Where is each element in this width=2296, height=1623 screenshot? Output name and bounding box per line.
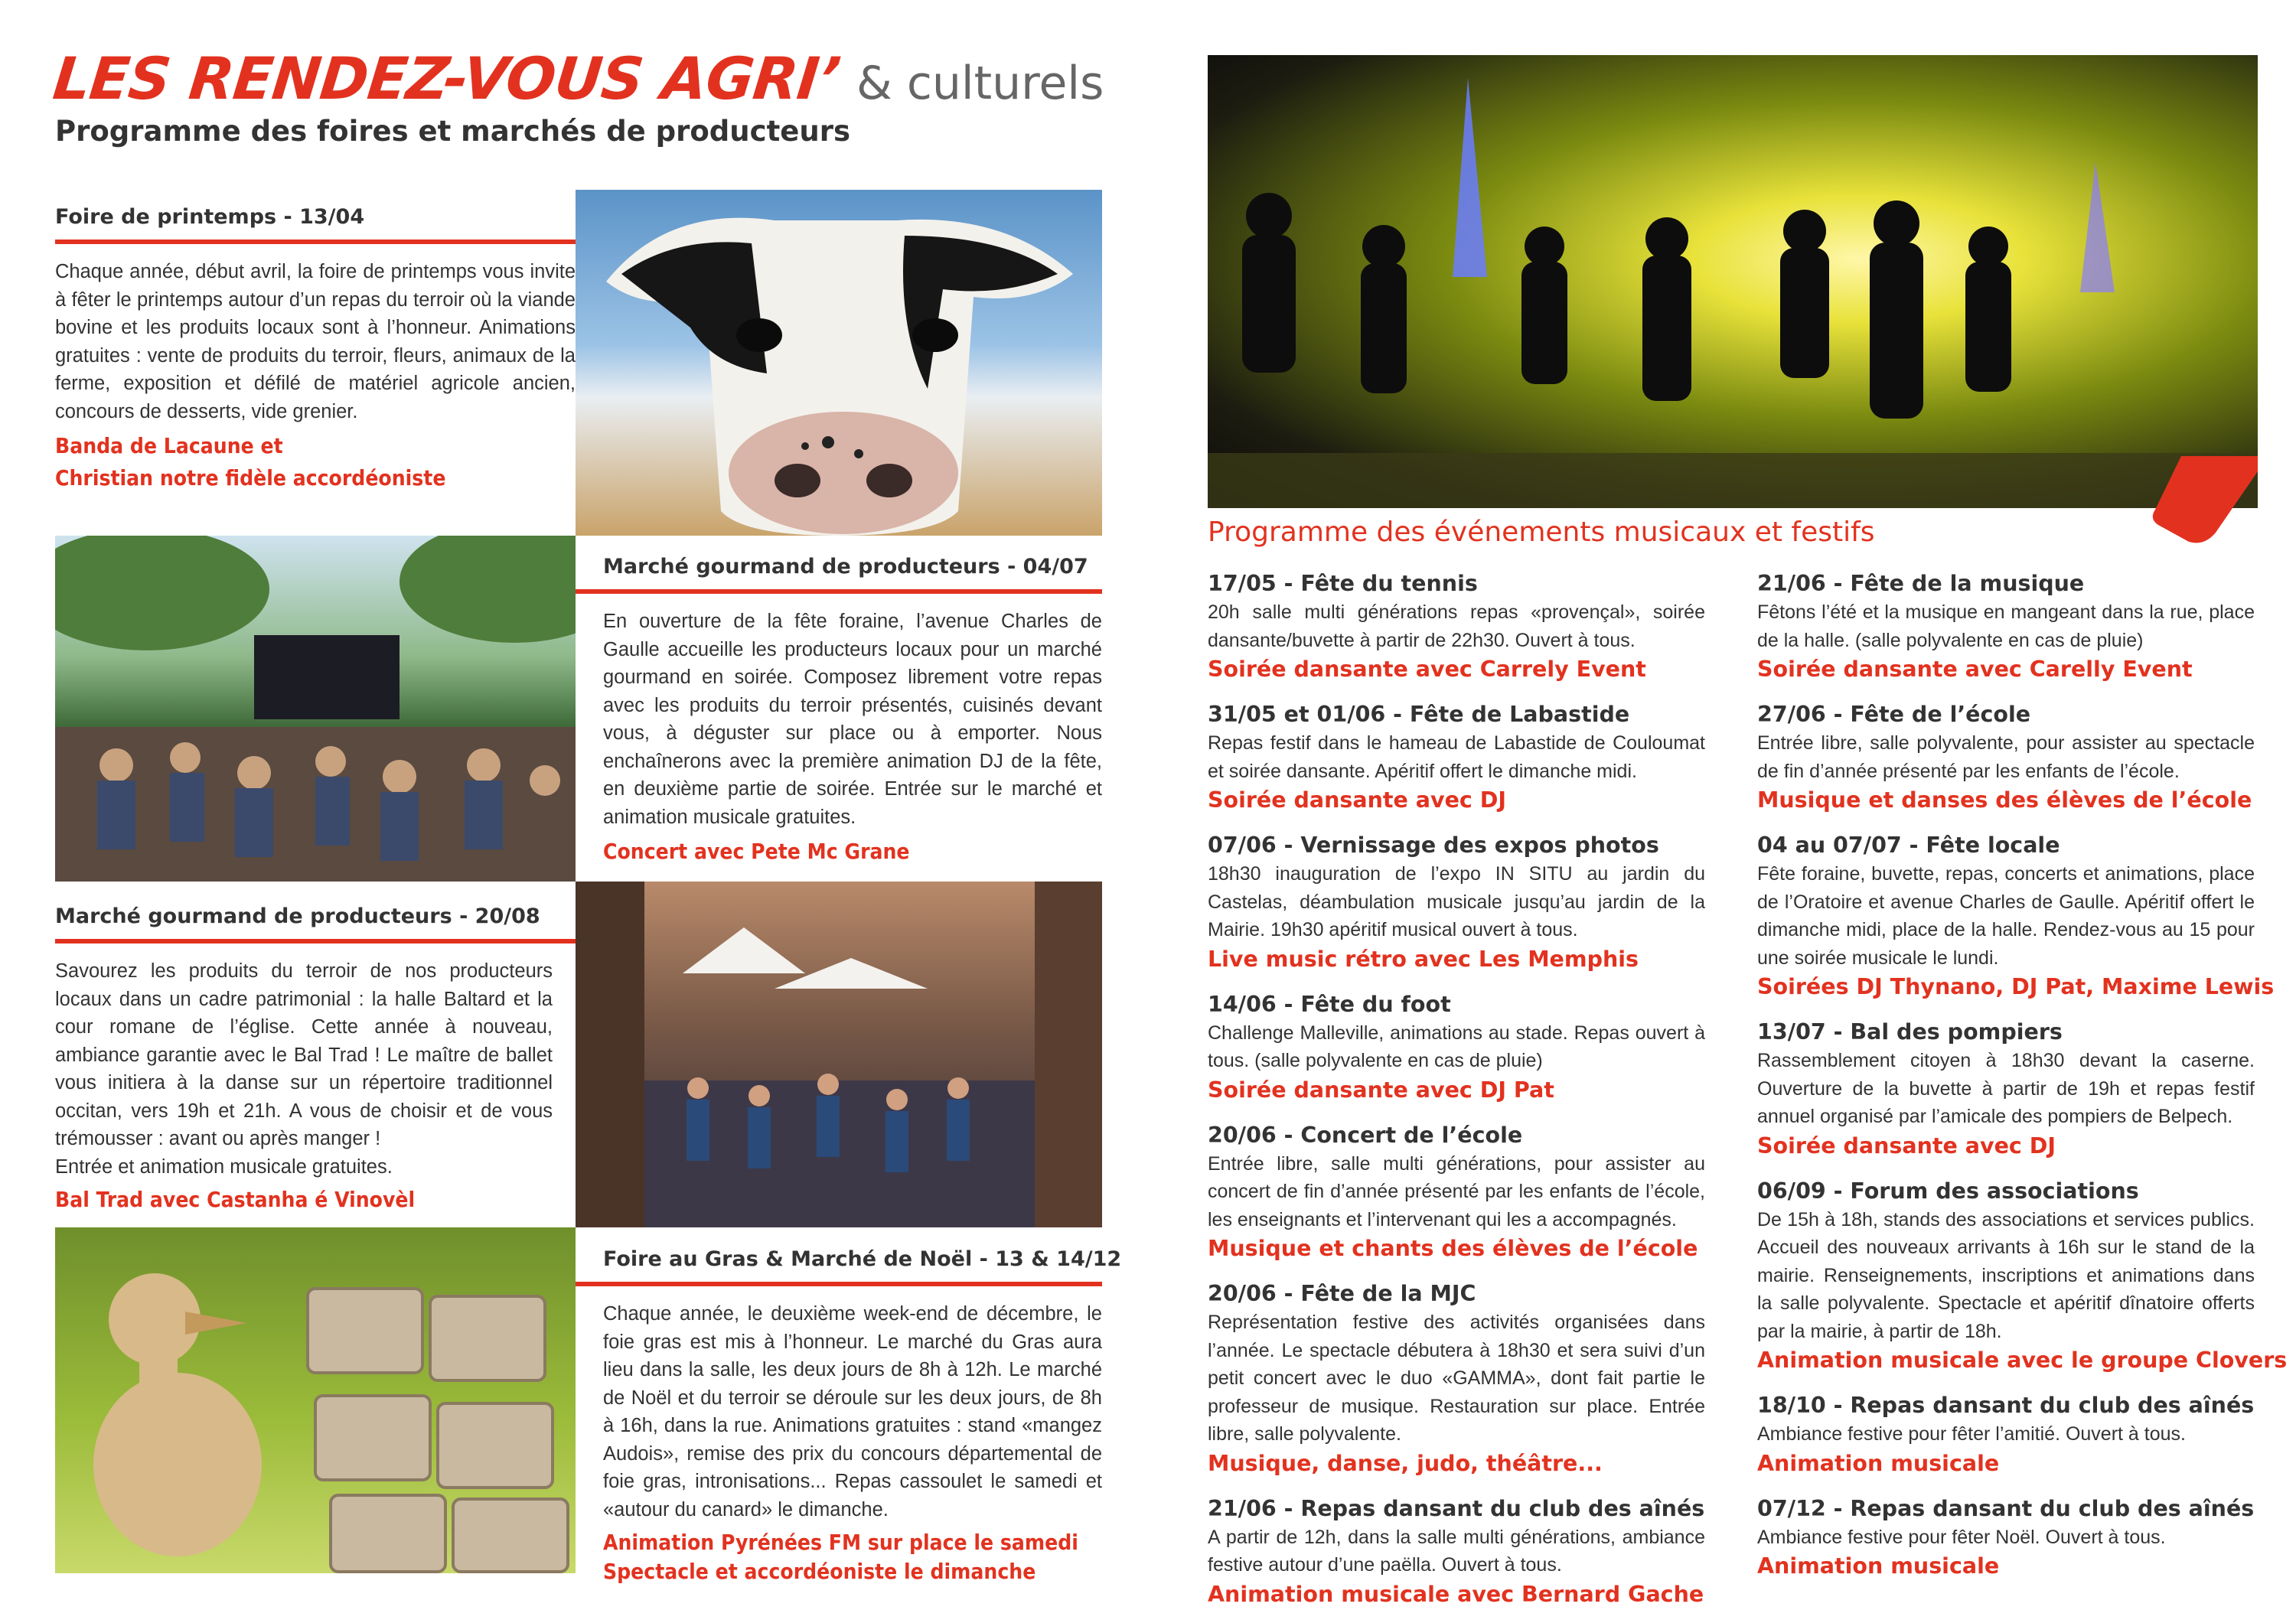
section-highlight: Concert avec Pete Mc Grane [603, 839, 910, 864]
section-highlight: Bal Trad avec Castanha é Vinovèl [55, 1187, 416, 1212]
event-highlight: Animation musicale [1757, 1553, 2000, 1579]
section-body: Savourez les produits du terroir de nos producteurs locaux dans un cadre patrimonial : la halle Baltard et la cour romane de l’église. Cette année à nouveau, ambiance garantie avec le Bal Trad ! Le maître de ballet vous initiera à la danse sur un répertoire traditionnel occitan, vers 19h et 21h. A vous de choisir et de vous trémousser : avant ou après manger ! [55, 960, 553, 1149]
event-title: 20/06 - Fête de la MJC [1208, 1281, 1476, 1306]
events-column-left [1208, 569, 1705, 1623]
event-highlight: Soirée dansante avec DJ [1757, 1133, 2056, 1159]
foie-gras-photo [55, 1227, 576, 1573]
event-title: 04 au 07/07 - Fête locale [1757, 833, 2060, 858]
event-title: 20/06 - Concert de l’école [1208, 1122, 1523, 1148]
event-title: 27/06 - Fête de l’école [1757, 702, 2031, 727]
event-title: 31/05 et 01/06 - Fête de Labastide [1208, 702, 1630, 727]
section-highlight: Animation Pyrénées FM sur place le samedi [603, 1530, 1078, 1555]
event-item [1208, 700, 1705, 816]
event-item [1208, 1121, 1705, 1265]
red-accent-shape [2143, 456, 2258, 548]
event-title: 21/06 - Repas dansant du club des aînés [1208, 1495, 1705, 1521]
event-body: 18h30 inauguration de l’expo IN SITU au jardin du Castelas, déambulation musicale jusqu’au jardin de la Mairie. 19h30 apéritif musical ouvert à tous. [1208, 863, 1705, 940]
section-body: Chaque année, début avril, la foire de printemps vous invite à fêter le printemps autour d’un repas du terroir où la viande bovine et les produits locaux sont à l’honneur. Animations gratuites : vente de produits du terroir, fleurs, animaux de la ferme, exposition et défilé de matériel agricole ancien, concours de desserts, vide grenier. [55, 261, 576, 422]
event-body: Entrée libre, salle multi générations, pour assister au concert de fin d’année présenté par les enfants de l’école, les enseignants et l’intervenant qui les a accompagnés. [1208, 1152, 1705, 1230]
section-body: En ouverture de la fête foraine, l’avenue Charles de Gaulle accueille les producteurs locaux pour un marché gourmand en soirée. Composez librement votre repas avec les produits du terroir présentés, cuisinés devant vous, à déguster sur place ou à emporter. Nous enchaînerons avec la première animation DJ de la fête, en deuxième partie de soirée. Entrée sur le marché et animation musicale gratuites. [603, 611, 1102, 828]
section-highlight: Spectacle et accordéoniste le dimanche [603, 1559, 1036, 1584]
section-body: Chaque année, le deuxième week-end de décembre, le foie gras est mis à l’honneur. Le marché du Gras aura lieu dans la salle, les deux jours de 8h à 12h. Le marché de Noël et du terroir se déroule sur les deux jours, de 8h à 16h, dans la rue. Animations gratuites : stand «mangez Audois», remise des prix du concours départemental de foie gras, intronisations... Repas cassoulet le samedi et «autour du canard» le dimanche. [603, 1303, 1102, 1520]
section-highlight: Banda de Lacaune et [55, 433, 283, 458]
section-marche-0407 [603, 555, 1102, 868]
event-item [1757, 1494, 2255, 1582]
event-item [1208, 1494, 1705, 1610]
concert-photo [1208, 55, 2258, 508]
event-title: 21/06 - Fête de la musique [1757, 571, 2085, 596]
event-body: Fêtons l’été et la musique en mangeant dans la rue, place de la halle. (salle polyvalente en cas de pluie) [1757, 601, 2255, 651]
section-title: Marché gourmand de producteurs - 04/07 [576, 555, 1102, 594]
section-title: Foire au Gras & Marché de Noël - 13 & 14/12 [576, 1247, 1102, 1286]
event-highlight: Musique, danse, judo, théâtre... [1208, 1450, 1603, 1476]
section-title: Foire de printemps - 13/04 [55, 205, 576, 244]
event-body: Repas festif dans le hameau de Labastide de Couloumat et soirée dansante. Apéritif offert le dimanche midi. [1208, 732, 1705, 782]
market-crowd-photo [55, 536, 576, 882]
section-body-extra: Entrée et animation musicale gratuites. [55, 1155, 393, 1178]
event-item [1757, 569, 2255, 685]
event-highlight: Soirée dansante avec Carelly Event [1757, 657, 2193, 682]
event-highlight: Live music rétro avec Les Memphis [1208, 946, 1639, 972]
event-highlight: Animation musicale avec le groupe Clovers [1757, 1348, 2288, 1373]
event-highlight: Animation musicale [1757, 1450, 2000, 1476]
title-main: LES RENDEZ-VOUS AGRI’ [50, 44, 843, 112]
event-title: 07/12 - Repas dansant du club des aînés [1757, 1495, 2255, 1521]
event-body: Entrée libre, salle polyvalente, pour assister au spectacle de fin d’année présenté par les enfants de l’école. [1757, 732, 2255, 782]
page-title [50, 44, 1125, 112]
event-body: 20h salle multi générations repas «provençal», soirée dansante/buvette à partir de 22h30. Ouvert à tous. [1208, 601, 1705, 651]
events-column-right [1757, 569, 2288, 1597]
page-subtitle: Programme des foires et marchés de producteurs [55, 115, 850, 148]
event-item [1757, 831, 2275, 1002]
event-title: 13/07 - Bal des pompiers [1757, 1019, 2063, 1045]
event-body: Challenge Malleville, animations au stade. Repas ouvert à tous. (salle polyvalente en cas de pluie) [1208, 1022, 1705, 1071]
section-highlight: Christian notre fidèle accordéoniste [55, 465, 446, 490]
event-item [1208, 831, 1705, 975]
event-title: 06/09 - Forum des associations [1757, 1178, 2139, 1204]
event-body: Représentation festive des activités organisées dans l’année. Le spectacle débutera à 18h30 et sera suivi d’un petit concert avec le duo «GAMMA», dont fait partie le professeur de musique. Restauration sur place. Entrée libre, salle polyvalente. [1208, 1312, 1705, 1445]
event-item [1757, 700, 2255, 816]
event-body: Ambiance festive pour fêter l’amitié. Ouvert à tous. [1757, 1423, 2186, 1445]
event-highlight: Soirée dansante avec Carrely Event [1208, 657, 1646, 682]
cow-photo [576, 190, 1102, 536]
event-body: Fête foraine, buvette, repas, concerts et animations, place de l’Oratoire et avenue Charles de Gaulle. Apéritif offert le dimanche midi, place de la halle. Rendez-vous au 15 pour une soirée musicale le lundi. [1757, 863, 2255, 969]
event-highlight: Musique et chants des élèves de l’école [1208, 1236, 1698, 1261]
event-body: Ambiance festive pour fêter Noël. Ouvert à tous. [1757, 1526, 2166, 1548]
event-item [1757, 1018, 2255, 1162]
street-market-photo [576, 882, 1102, 1227]
event-body: Rassemblement citoyen à 18h30 devant la caserne. Ouverture de la buvette à partir de 19h et repas festif annuel organisé par l’amicale des pompiers de Belpech. [1757, 1050, 2255, 1127]
section-marche-2008 [55, 904, 553, 1216]
program-title: Programme des événements musicaux et festifs [1208, 517, 1875, 548]
event-highlight: Soirées DJ Thynano, DJ Pat, Maxime Lewis [1757, 974, 2275, 999]
event-highlight: Musique et danses des élèves de l’école [1757, 787, 2252, 813]
event-item [1208, 1279, 1705, 1479]
event-body: A partir de 12h, dans la salle multi générations, ambiance festive autour d’une paëlla. Ouvert à tous. [1208, 1526, 1705, 1576]
event-title: 07/06 - Vernissage des expos photos [1208, 833, 1659, 858]
event-item [1757, 1391, 2255, 1479]
event-title: 17/05 - Fête du tennis [1208, 571, 1478, 596]
title-suffix: & culturels [856, 57, 1104, 110]
event-item [1208, 569, 1705, 685]
section-foire-gras [603, 1247, 1122, 1586]
event-item [1208, 990, 1705, 1106]
event-highlight: Soirée dansante avec DJ [1208, 787, 1507, 813]
section-foire-printemps [55, 205, 576, 494]
event-title: 14/06 - Fête du foot [1208, 991, 1451, 1017]
event-highlight: Animation musicale avec Bernard Gache [1208, 1581, 1704, 1607]
event-body: De 15h à 18h, stands des associations et services publics. Accueil des nouveaux arrivants à 16h sur le stand de la mairie. Renseignements, inscriptions et animations dans la salle polyvalente. Spectacle et apéritif dînatoire offerts par la mairie, à partir de 18h. [1757, 1208, 2255, 1342]
event-item [1757, 1177, 2288, 1377]
event-highlight: Soirée dansante avec DJ Pat [1208, 1077, 1554, 1103]
section-title: Marché gourmand de producteurs - 20/08 [55, 904, 576, 943]
event-title: 18/10 - Repas dansant du club des aînés [1757, 1393, 2255, 1418]
